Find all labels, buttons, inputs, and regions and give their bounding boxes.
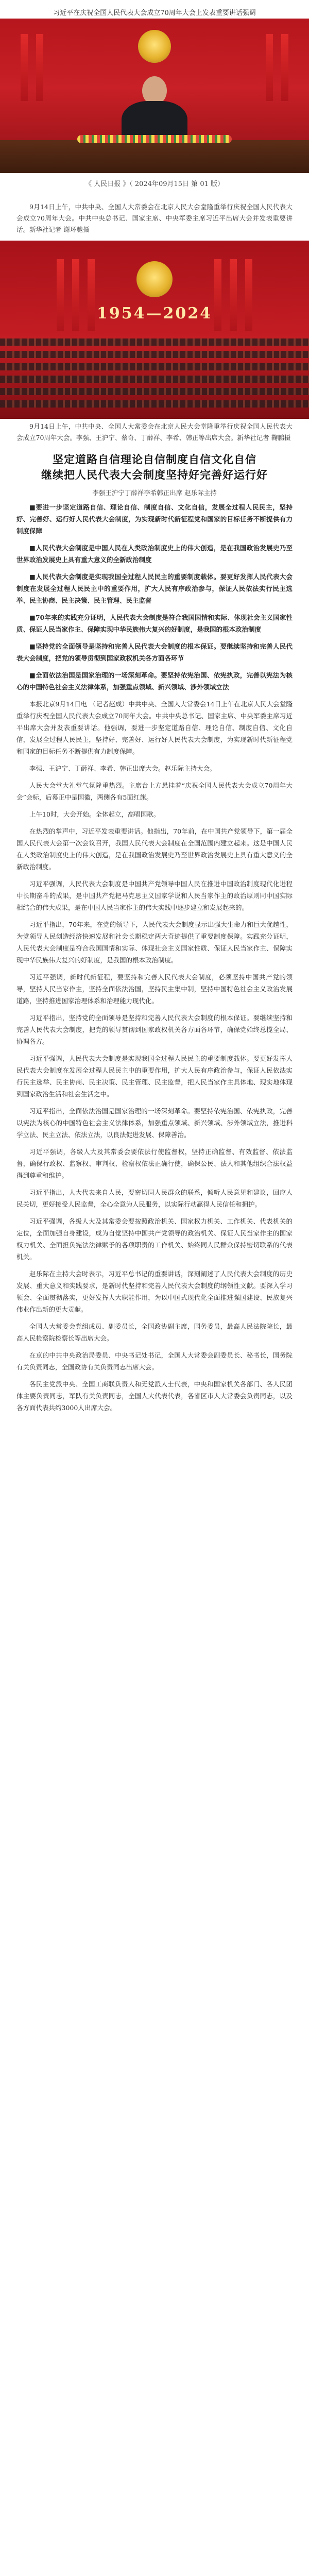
red-flag-icon xyxy=(21,34,28,101)
headline-line-2: 继续把人民代表大会制度坚持好完善好运行好 xyxy=(41,468,268,481)
body-paragraph: 习近平指出，坚持党的全面领导是坚持和完善人民代表大会制度的根本保证。要继续坚持和完善人民代表大会制度，把党的领导贯彻到国家政权机关各方面各环节，确保党始终总揽全局、协调各方。 xyxy=(16,1014,293,1045)
body-paragraph: 上午10时，大会开始。全体起立，高唱国歌。 xyxy=(29,810,160,818)
audience-row xyxy=(0,363,309,370)
body-paragraph: 习近平强调，各级人大及其常委会要依法行使监督权，坚持正确监督、有效监督、依法监督，确保行政权、监察权、审判权、检察权依法正确行使，确保公民、法人和其他组织合法权益得到尊重和维护。 xyxy=(16,1148,293,1179)
red-flag-icon xyxy=(36,34,43,101)
body-paragraph: 在热烈的掌声中，习近平发表重要讲话。他指出，70年前，在中国共产党领导下，第一届全国人民代表大会第一次会议召开，我国人民代表大会制度在全国范围内建立起来。这是中国人民在人类政治制度史上的伟大创造，是在我国政治发展史乃至世界政治发展史上具有重大意义的全新政治制度。 xyxy=(16,827,293,871)
body-paragraph: 习近平指出，人大代表来自人民，要密切同人民群众的联系，倾听人民意见和建议，回应人民关切，更好接受人民监督，全心全意为人民服务，以实际行动赢得人民信任和拥护。 xyxy=(16,1189,293,1208)
red-flag-icon xyxy=(281,34,288,101)
audience-row xyxy=(0,338,309,346)
photo-speaker xyxy=(0,19,309,173)
audience-row xyxy=(0,376,309,383)
article-source: 《 人民日报 》（ 2024年09月15日 第 01 版） xyxy=(84,180,224,188)
body-paragraph: 在京的中共中央政治局委员、中央书记处书记，全国人大常委会副委员长、秘书长，国务院有关负责同志，全国政协有关负责同志出席大会。 xyxy=(16,1351,293,1371)
audience-row xyxy=(0,351,309,358)
body-paragraph: 赵乐际在主持大会时表示，习近平总书记的重要讲话，深刻阐述了人民代表大会制度的历史发展、重大意义和实践要求，是新时代坚持和完善人民代表大会制度的纲领性文献。要深入学习领会、全面贯彻落实，更好发挥人大职能作用，为以中国式现代化全面推进强国建设、民族复兴伟业作出新的更大贡献。 xyxy=(16,1270,293,1313)
audience-row xyxy=(0,388,309,395)
audience-row xyxy=(0,400,309,408)
body-paragraph: 习近平指出，70年来，在党的领导下，人民代表大会制度显示出强大生命力和巨大优越性，为党领导人民创造经济快速发展和社会长期稳定两大奇迹提供了重要制度保障。实践充分证明，人民代表大会制度是符合我国国情和实际、体现社会主义国家性质、保证人民当家作主、保障实现中华民族伟大复兴的好制度，是我国的根本政治制度。 xyxy=(16,921,293,964)
national-emblem-icon xyxy=(136,261,173,297)
podium xyxy=(0,140,309,173)
summary-point: ■要进一步坚定道路自信、理论自信、制度自信、文化自信，发展全过程人民民主，坚持好、完善好、运行好人民代表大会制度，为实现新时代新征程党和国家的目标任务不断提供有力制度保障 xyxy=(16,503,293,535)
article-headline xyxy=(0,449,309,485)
article-byline: 李强王沪宁丁薛祥李希韩正出席 赵乐际主持 xyxy=(92,489,217,497)
summary-point: ■全面依法治国是国家治理的一场深刻革命。要坚持依宪治国、依宪执政，完善以宪法为核心的中国特色社会主义法律体系，加强重点领域、新兴领域、涉外领域立法 xyxy=(16,671,293,691)
flower-decoration xyxy=(77,135,232,143)
red-flag-icon xyxy=(266,34,273,101)
body-paragraph: 全国人大常委会党组成员、副委员长，全国政协副主席，国务委员，最高人民法院院长，最高人民检察院检察长等出席大会。 xyxy=(16,1323,293,1342)
photo-hall xyxy=(0,241,309,419)
article-body xyxy=(0,501,309,1414)
body-paragraph: 各民主党派中央、全国工商联负责人和无党派人士代表，中央和国家机关各部门、各人民团体主要负责同志，军队有关负责同志，全国人大代表代表，各省区市人大常委会负责同志，以及各方面代表共约3000人出席大会。 xyxy=(16,1380,293,1412)
body-paragraph: 习近平强调，新时代新征程，要坚持和完善人民代表大会制度，必须坚持中国共产党的领导，坚持人民当家作主，坚持全面依法治国，坚持民主集中制，坚持中国特色社会主义政治发展道路，坚持推进国家治理体系和治理能力现代化。 xyxy=(16,973,293,1005)
anniversary-banner: 1954—2024 xyxy=(97,304,212,323)
body-paragraph: 习近平强调，人民代表大会制度是实现我国全过程人民民主的重要制度载体。要更好发挥人民代表大会制度在发展全过程人民民主中的重要作用，扩大人民有序政治参与，保证人民依法实行民主选举、民主协商、民主决策、民主管理、民主监督，把人民当家作主具体地、现实地体现到国家政治生活和社会生活之中。 xyxy=(16,1055,293,1098)
article-kicker: 习近平在庆祝全国人民代表大会成立70周年大会上发表重要讲话强调 xyxy=(53,9,256,17)
summary-point: ■人民代表大会制度是中国人民在人类政治制度史上的伟大创造，是在我国政治发展史乃至世界政治发展史上具有重大意义的全新政治制度 xyxy=(16,544,293,564)
body-paragraph: 人民大会堂大礼堂气氛隆重热烈。主席台上方悬挂着“庆祝全国人民代表大会成立70周年大会”会标，后幕正中是国徽，两侧各有5面红旗。 xyxy=(16,782,293,801)
summary-point: ■坚持党的全面领导是坚持和完善人民代表大会制度的根本保证。要继续坚持和完善人民代表大会制度，把党的领导贯彻到国家政权机关各方面各环节 xyxy=(16,642,293,662)
summary-point: ■70年来的实践充分证明，人民代表大会制度是符合我国国情和实际、体现社会主义国家性质、保证人民当家作主、保障实现中华民族伟大复兴的好制度，是我国的根本政治制度 xyxy=(16,614,293,633)
summary-point: ■人民代表大会制度是实现我国全过程人民民主的重要制度载体。要更好发挥人民代表大会制度在发展全过程人民民主中的重要作用，扩大人民有序政治参与，保证人民依法实行民主选举、民主协商、民主决策、民主管理、民主监督 xyxy=(16,573,293,604)
photo2-caption: 9月14日上午，中共中央、全国人大常委会在北京人民大会堂隆重举行庆祝全国人民代表大会成立70周年大会。李强、王沪宁、蔡奇、丁薛祥、李希、韩正等出席大会。新华社记者 鞠鹏摄 xyxy=(16,422,293,442)
body-paragraph: 李强、王沪宁、丁薛祥、李希、韩正出席大会。赵乐际主持大会。 xyxy=(29,765,216,772)
photo1-caption: 9月14日上午，中共中央、全国人大常委会在北京人民大会堂隆重举行庆祝全国人民代表大会成立70周年大会。中共中央总书记、国家主席、中央军委主席习近平出席大会并发表重要讲话。新华社记者 谢环驰摄 xyxy=(16,203,293,233)
body-paragraph: 习近平强调，人民代表大会制度是中国共产党领导中国人民在推进中国政治制度现代化进程中长期奋斗的成果，是中国共产党把马克思主义国家学说和人民当家作主的政治原则同中国实际相结合的伟大成果，是在中国人民当家作主的伟大实践中逐步建立和发展起来的。 xyxy=(16,880,293,911)
headline-line-1: 坚定道路自信理论自信制度自信文化自信 xyxy=(53,453,256,466)
national-emblem-icon xyxy=(138,30,171,63)
body-paragraph: 习近平指出，全面依法治国是国家治理的一场深刻革命。要坚持依宪治国、依宪执政，完善以宪法为核心的中国特色社会主义法律体系，加强重点领域、新兴领域、涉外领域立法，推进科学立法、民主立法、依法立法，以良法促进发展、保障善治。 xyxy=(16,1107,293,1139)
body-paragraph: 本报北京9月14日电 （记者赵成）中共中央、全国人大常委会14日上午在北京人民大会堂隆重举行庆祝全国人民代表大会成立70周年大会。中共中央总书记、国家主席、中央军委主席习近平出席大会并发表重要讲话。他强调，要进一步坚定道路自信、理论自信、制度自信、文化自信，发展全过程人民民主，坚持好、完善好、运行好人民代表大会制度，为实现新时代新征程党和国家的目标任务不断提供有力制度保障。 xyxy=(16,700,293,755)
body-paragraph: 习近平强调，各级人大及其常委会要按照政治机关、国家权力机关、工作机关、代表机关的定位，全面加强自身建设，成为自觉坚持中国共产党领导的政治机关、保证人民当家作主的国家权力机关、全面担负宪法法律赋予的各项职责的工作机关、始终同人民群众保持密切联系的代表机关。 xyxy=(16,1217,293,1261)
